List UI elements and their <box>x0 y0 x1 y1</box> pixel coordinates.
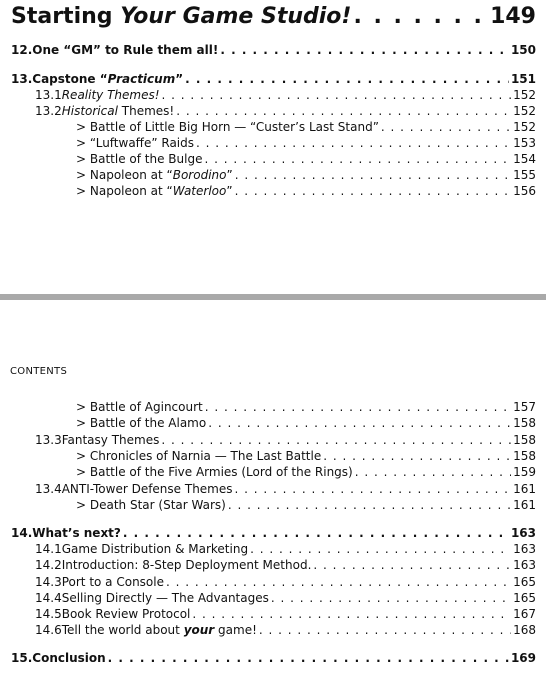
toc-entry-ch13[interactable] <box>0 72 546 86</box>
section-title: Selling Directly — The Advantages <box>61 591 269 605</box>
chapter-number: 13. <box>11 72 33 86</box>
leader-dots <box>108 651 509 665</box>
section-number: 14.3 <box>35 575 62 589</box>
leader-dots <box>176 104 511 118</box>
leader-dots <box>162 88 512 102</box>
leader-dots <box>353 4 488 29</box>
page-divider <box>0 294 546 300</box>
leader-dots <box>235 168 511 182</box>
toc-entry-13-1[interactable] <box>0 88 546 102</box>
section-number: 14.4 <box>35 591 62 605</box>
page-number: 152 <box>513 104 536 118</box>
entry-title: > Battle of the Five Armies (Lord of the Rings) <box>76 465 353 479</box>
entry-title: > Battle of the Alamo <box>76 416 207 430</box>
leader-dots <box>228 498 511 512</box>
section-title: Historical Themes! <box>61 104 175 118</box>
entry-title: > Death Star (Star Wars) <box>76 498 226 512</box>
toc-entry-13-3[interactable] <box>0 433 546 447</box>
section-title: Fantasy Themes <box>61 433 160 447</box>
toc-entry-ch15[interactable] <box>0 651 546 665</box>
chapter-title: Conclusion <box>32 651 106 665</box>
section-number: 14.5 <box>35 607 62 621</box>
leader-dots <box>250 542 511 556</box>
section-title: Game Distribution & Marketing <box>61 542 249 556</box>
toc-heading <box>0 4 546 29</box>
leader-dots <box>313 558 511 572</box>
page-number: 157 <box>513 400 536 414</box>
leader-dots <box>192 607 511 621</box>
leader-dots <box>208 416 511 430</box>
page-number: 163 <box>513 542 536 556</box>
chapter-title: Capstone “Practicum” <box>32 72 184 86</box>
page-number: 151 <box>510 72 536 86</box>
chapter-number: 15. <box>11 651 33 665</box>
toc-entry-luftwaffe[interactable] <box>0 136 546 150</box>
chapter-title: What’s next? <box>32 526 121 540</box>
toc-entry-14-4[interactable] <box>0 591 546 605</box>
section-title: Introduction: 8-Step Deployment Method. <box>61 558 312 572</box>
page-number: 163 <box>510 526 536 540</box>
heading-text: Starting <box>11 4 121 29</box>
section-number: 14.2 <box>35 558 62 572</box>
toc-entry-alamo[interactable] <box>0 416 546 430</box>
section-title: Tell the world about your game! <box>61 623 257 637</box>
page-number: 163 <box>513 558 536 572</box>
page-number: 158 <box>513 449 536 463</box>
section-number: 14.6 <box>35 623 62 637</box>
section-number: 13.4 <box>35 482 62 496</box>
toc-entry-narnia[interactable] <box>0 449 546 463</box>
page-number: 155 <box>513 168 536 182</box>
chapter-number: 14. <box>11 526 33 540</box>
leader-dots <box>235 482 512 496</box>
leader-dots <box>235 184 512 198</box>
leader-dots <box>220 43 509 57</box>
section-number: 13.2 <box>35 104 62 118</box>
page-number: 154 <box>513 152 536 166</box>
page-number: 167 <box>513 607 536 621</box>
entry-title: > Battle of Agincourt <box>76 400 203 414</box>
toc-entry-waterloo[interactable] <box>0 184 546 198</box>
leader-dots <box>196 136 511 150</box>
leader-dots <box>355 465 511 479</box>
section-title: Reality Themes! <box>61 88 160 102</box>
leader-dots <box>185 72 509 86</box>
section-title: Port to a Console <box>61 575 164 589</box>
leader-dots <box>259 623 511 637</box>
page-number: 158 <box>513 416 536 430</box>
entry-title: > Battle of Little Big Horn — “Custer’s Last Stand” <box>76 120 379 134</box>
leader-dots <box>161 433 511 447</box>
leader-dots <box>123 526 509 540</box>
page-number: 159 <box>513 465 536 479</box>
toc-entry-borodino[interactable] <box>0 168 546 182</box>
leader-dots <box>166 575 511 589</box>
section-number: 13.3 <box>35 433 62 447</box>
toc-entry-13-2[interactable] <box>0 104 546 118</box>
toc-entry-bulge[interactable] <box>0 152 546 166</box>
entry-title: > Napoleon at “Waterloo” <box>76 184 233 198</box>
chapter-title: One “GM” to Rule them all! <box>32 43 219 57</box>
page-number: 161 <box>513 498 536 512</box>
section-number: 13.1 <box>35 88 62 102</box>
leader-dots <box>271 591 511 605</box>
page-number: 165 <box>513 575 536 589</box>
toc-entry-14-3[interactable] <box>0 575 546 589</box>
entry-title: > “Luftwaffe” Raids <box>76 136 194 150</box>
leader-dots <box>205 400 511 414</box>
toc-entry-five-armies[interactable] <box>0 465 546 479</box>
page-number: 152 <box>513 120 536 134</box>
page-number: 156 <box>513 184 536 198</box>
entry-title: > Chronicles of Narnia — The Last Battle <box>76 449 322 463</box>
entry-title: > Napoleon at “Borodino” <box>76 168 233 182</box>
leader-dots <box>204 152 511 166</box>
heading-italic: Your Game Studio! <box>120 4 352 29</box>
page-number: 152 <box>513 88 536 102</box>
toc-entry-ch14[interactable] <box>0 526 546 540</box>
section-title: Book Review Protocol <box>61 607 191 621</box>
page-number: 168 <box>513 623 536 637</box>
section-number: 14.1 <box>35 542 62 556</box>
section-title: ANTI-Tower Defense Themes <box>61 482 233 496</box>
page-number: 153 <box>513 136 536 150</box>
toc-entry-death-star[interactable] <box>0 498 546 512</box>
toc-entry-14-2[interactable] <box>0 558 546 572</box>
page-number: 149 <box>490 4 536 29</box>
page-number: 165 <box>513 591 536 605</box>
toc-entry-14-6[interactable] <box>0 623 546 637</box>
page-number: 161 <box>513 482 536 496</box>
chapter-number: 12. <box>11 43 33 57</box>
leader-dots <box>323 449 511 463</box>
leader-dots <box>381 120 511 134</box>
toc-entry-13-4[interactable] <box>0 482 546 496</box>
page-number: 158 <box>513 433 536 447</box>
entry-title: > Battle of the Bulge <box>76 152 203 166</box>
toc-entry-14-1[interactable] <box>0 542 546 556</box>
toc-entry-14-5[interactable] <box>0 607 546 621</box>
toc-entry-agincourt[interactable] <box>0 400 546 414</box>
page-number: 169 <box>510 651 536 665</box>
toc-entry-little-big-horn[interactable] <box>0 120 546 134</box>
toc-entry-ch12[interactable] <box>0 43 546 57</box>
page-number: 150 <box>510 43 536 57</box>
running-header-contents: CONTENTS <box>10 366 68 377</box>
